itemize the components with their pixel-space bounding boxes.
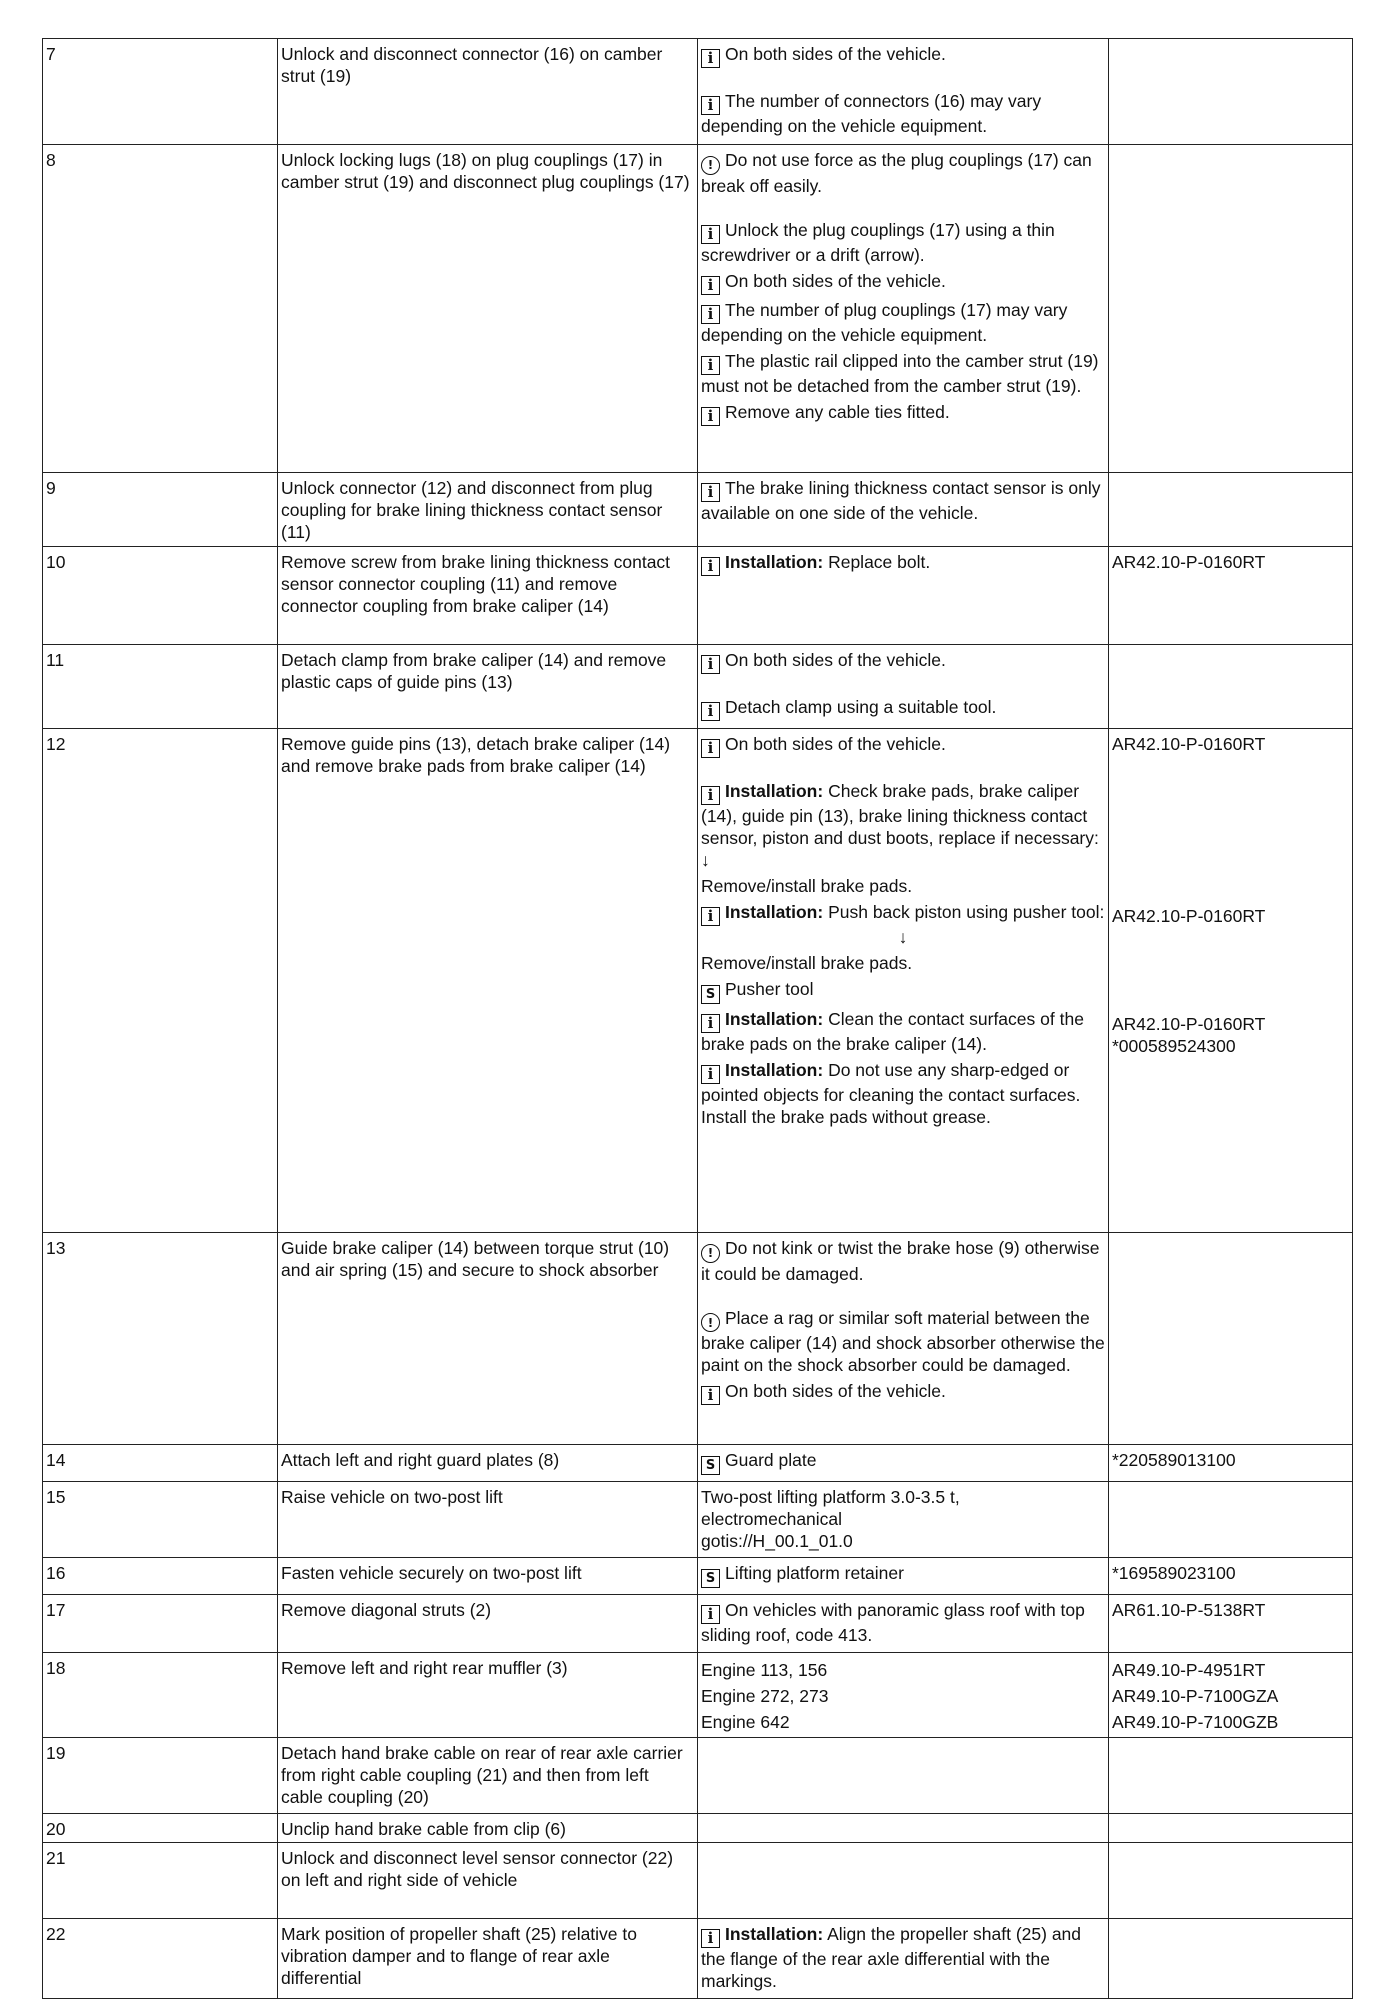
tool-part-number[interactable]: *220589013100 bbox=[1112, 1450, 1236, 1470]
step-action: Unlock connector (12) and disconnect from plug coupling for brake lining thickness contact sensor (11) bbox=[278, 473, 698, 547]
step-notes: S Guard plate bbox=[698, 1445, 1109, 1482]
step-number: 7 bbox=[43, 39, 278, 145]
reference-link[interactable]: AR49.10-P-4951RT bbox=[1112, 1660, 1266, 1680]
step-reference bbox=[1109, 1445, 1353, 1482]
step-action: Remove left and right rear muffler (3) bbox=[278, 1653, 698, 1738]
step-notes: i The brake lining thickness contact sensor is only available on one side of the vehicle. bbox=[698, 473, 1109, 547]
step-notes: ! Do not use force as the plug couplings (17) can break off easily. i Unlock the plug couplings (17) using a thin screwdriver or a drift (arrow). i On both sides of the vehicle. i The number of plug couplings (17) may vary depending on the vehicle equipment. i The plastic rail clipped into the camber strut (19) must not be detached from the camber strut (19). i Remove any cable ties fitted. bbox=[698, 145, 1109, 473]
table-row bbox=[43, 1233, 1353, 1445]
step-notes bbox=[698, 1814, 1109, 1843]
step-reference bbox=[1109, 473, 1353, 547]
step-reference bbox=[1109, 547, 1353, 645]
reference-link[interactable]: AR49.10-P-7100GZA bbox=[1112, 1686, 1279, 1706]
info-icon: i bbox=[701, 96, 720, 115]
table-row bbox=[43, 1445, 1353, 1482]
tool-part-number[interactable]: *000589524300 bbox=[1112, 1036, 1236, 1056]
step-action: Unclip hand brake cable from clip (6) bbox=[278, 1814, 698, 1843]
info-icon: i bbox=[701, 1929, 720, 1948]
reference-link[interactable]: AR61.10-P-5138RT bbox=[1112, 1600, 1266, 1620]
step-action: Detach clamp from brake caliper (14) and remove plastic caps of guide pins (13) bbox=[278, 645, 698, 729]
step-reference bbox=[1109, 1595, 1353, 1653]
step-action: Remove diagonal struts (2) bbox=[278, 1595, 698, 1653]
reference-link[interactable]: AR42.10-P-0160RT bbox=[1112, 552, 1266, 572]
step-number: 11 bbox=[43, 645, 278, 729]
step-action: Unlock and disconnect connector (16) on camber strut (19) bbox=[278, 39, 698, 145]
gotis-link[interactable]: gotis://H_00.1_01.0 bbox=[701, 1531, 853, 1551]
step-number: 19 bbox=[43, 1738, 278, 1814]
table-row bbox=[43, 1653, 1353, 1738]
special-tool-icon: S bbox=[701, 1569, 720, 1588]
info-icon: i bbox=[701, 739, 720, 758]
step-action: Attach left and right guard plates (8) bbox=[278, 1445, 698, 1482]
table-row bbox=[43, 473, 1353, 547]
info-icon: i bbox=[701, 1014, 720, 1033]
step-notes: Engine 113, 156 Engine 272, 273 Engine 642 bbox=[698, 1653, 1109, 1738]
step-action: Guide brake caliper (14) between torque strut (10) and air spring (15) and secure to shock absorber bbox=[278, 1233, 698, 1445]
table-row bbox=[43, 547, 1353, 645]
table-row bbox=[43, 1814, 1353, 1843]
table-row bbox=[43, 39, 1353, 145]
step-reference bbox=[1109, 39, 1353, 145]
caution-icon: ! bbox=[701, 156, 720, 175]
reference-link[interactable]: AR49.10-P-7100GZB bbox=[1112, 1712, 1279, 1732]
step-number: 8 bbox=[43, 145, 278, 473]
arrow-down-icon: ↓ bbox=[701, 850, 710, 870]
table-row bbox=[43, 1558, 1353, 1595]
tool-part-number[interactable]: *169589023100 bbox=[1112, 1563, 1236, 1583]
step-number: 9 bbox=[43, 473, 278, 547]
step-number: 17 bbox=[43, 1595, 278, 1653]
info-icon: i bbox=[701, 1386, 720, 1405]
step-number: 10 bbox=[43, 547, 278, 645]
info-icon: i bbox=[701, 655, 720, 674]
arrow-down-icon: ↓ bbox=[898, 927, 908, 947]
step-reference bbox=[1109, 1233, 1353, 1445]
step-reference bbox=[1109, 1653, 1353, 1738]
repair-procedure-document bbox=[42, 38, 1352, 1999]
caution-icon: ! bbox=[701, 1313, 720, 1332]
step-action: Remove screw from brake lining thickness contact sensor connector coupling (11) and remove connector coupling from brake caliper (14) bbox=[278, 547, 698, 645]
table-row bbox=[43, 145, 1353, 473]
step-notes: i On vehicles with panoramic glass roof with top sliding roof, code 413. bbox=[698, 1595, 1109, 1653]
special-tool-icon: S bbox=[701, 1456, 720, 1475]
step-number: 12 bbox=[43, 729, 278, 1233]
step-action: Fasten vehicle securely on two-post lift bbox=[278, 1558, 698, 1595]
step-notes: S Lifting platform retainer bbox=[698, 1558, 1109, 1595]
table-row bbox=[43, 729, 1353, 1233]
info-icon: i bbox=[701, 702, 720, 721]
special-tool-icon: S bbox=[701, 985, 720, 1004]
step-number: 21 bbox=[43, 1843, 278, 1919]
table-row bbox=[43, 1738, 1353, 1814]
step-reference bbox=[1109, 645, 1353, 729]
step-notes: i Installation: Replace bolt. bbox=[698, 547, 1109, 645]
step-reference bbox=[1109, 1814, 1353, 1843]
info-icon: i bbox=[701, 786, 720, 805]
table-row bbox=[43, 1595, 1353, 1653]
step-action: Raise vehicle on two-post lift bbox=[278, 1482, 698, 1558]
reference-link[interactable]: AR42.10-P-0160RT bbox=[1112, 906, 1266, 926]
step-notes: Two-post lifting platform 3.0-3.5 t, electromechanical gotis://H_00.1_01.0 bbox=[698, 1482, 1109, 1558]
info-icon: i bbox=[701, 557, 720, 576]
step-action: Detach hand brake cable on rear of rear axle carrier from right cable coupling (21) and then from left cable coupling (20) bbox=[278, 1738, 698, 1814]
step-notes: i Installation: Align the propeller shaft (25) and the flange of the rear axle differential with the markings. bbox=[698, 1919, 1109, 1999]
step-reference bbox=[1109, 1558, 1353, 1595]
info-icon: i bbox=[701, 1605, 720, 1624]
procedure-table bbox=[42, 38, 1353, 1999]
caution-icon: ! bbox=[701, 1244, 720, 1263]
step-notes: ! Do not kink or twist the brake hose (9) otherwise it could be damaged. ! Place a rag or similar soft material between the brake caliper (14) and shock absorber otherwise the paint on the shock absorber could be damaged. i On both sides of the vehicle. bbox=[698, 1233, 1109, 1445]
table-row bbox=[43, 1843, 1353, 1919]
step-reference bbox=[1109, 145, 1353, 473]
info-icon: i bbox=[701, 483, 720, 502]
step-notes: i On both sides of the vehicle. i Installation: Check brake pads, brake caliper (14), guide pin (13), brake lining thickness contact sensor, piston and dust boots, replace if necessary: ↓ Remove/install brake pads. i Installation: Push back piston using pusher tool: ↓ Remove/install brake pads. S Pusher tool i Installation: Clean the contact surfaces of the brake pads on the brake caliper (14). i Installation: Do not use any sharp-edged or pointed objects for cleaning the contact surfaces. Install the brake pads without grease. bbox=[698, 729, 1109, 1233]
step-number: 14 bbox=[43, 1445, 278, 1482]
step-action: Remove guide pins (13), detach brake caliper (14) and remove brake pads from brake caliper (14) bbox=[278, 729, 698, 1233]
reference-link[interactable]: AR42.10-P-0160RT bbox=[1112, 734, 1266, 754]
step-action: Unlock and disconnect level sensor connector (22) on left and right side of vehicle bbox=[278, 1843, 698, 1919]
step-reference bbox=[1109, 1843, 1353, 1919]
table-row bbox=[43, 1482, 1353, 1558]
info-icon: i bbox=[701, 225, 720, 244]
step-reference bbox=[1109, 1482, 1353, 1558]
step-notes: i On both sides of the vehicle. i The number of connectors (16) may vary depending on the vehicle equipment. bbox=[698, 39, 1109, 145]
info-icon: i bbox=[701, 276, 720, 295]
step-number: 20 bbox=[43, 1814, 278, 1843]
step-reference bbox=[1109, 729, 1353, 1233]
info-icon: i bbox=[701, 305, 720, 324]
reference-link[interactable]: AR42.10-P-0160RT bbox=[1112, 1014, 1266, 1034]
info-icon: i bbox=[701, 49, 720, 68]
step-number: 13 bbox=[43, 1233, 278, 1445]
info-icon: i bbox=[701, 907, 720, 926]
step-action: Mark position of propeller shaft (25) relative to vibration damper and to flange of rear axle differential bbox=[278, 1919, 698, 1999]
info-icon: i bbox=[701, 356, 720, 375]
table-row bbox=[43, 645, 1353, 729]
step-notes bbox=[698, 1843, 1109, 1919]
step-number: 18 bbox=[43, 1653, 278, 1738]
info-icon: i bbox=[701, 1065, 720, 1084]
step-number: 22 bbox=[43, 1919, 278, 1999]
table-row bbox=[43, 1919, 1353, 1999]
step-number: 16 bbox=[43, 1558, 278, 1595]
step-notes bbox=[698, 1738, 1109, 1814]
step-notes: i On both sides of the vehicle. i Detach clamp using a suitable tool. bbox=[698, 645, 1109, 729]
step-number: 15 bbox=[43, 1482, 278, 1558]
step-action: Unlock locking lugs (18) on plug couplings (17) in camber strut (19) and disconnect plug couplings (17) bbox=[278, 145, 698, 473]
step-reference bbox=[1109, 1919, 1353, 1999]
info-icon: i bbox=[701, 407, 720, 426]
step-reference bbox=[1109, 1738, 1353, 1814]
